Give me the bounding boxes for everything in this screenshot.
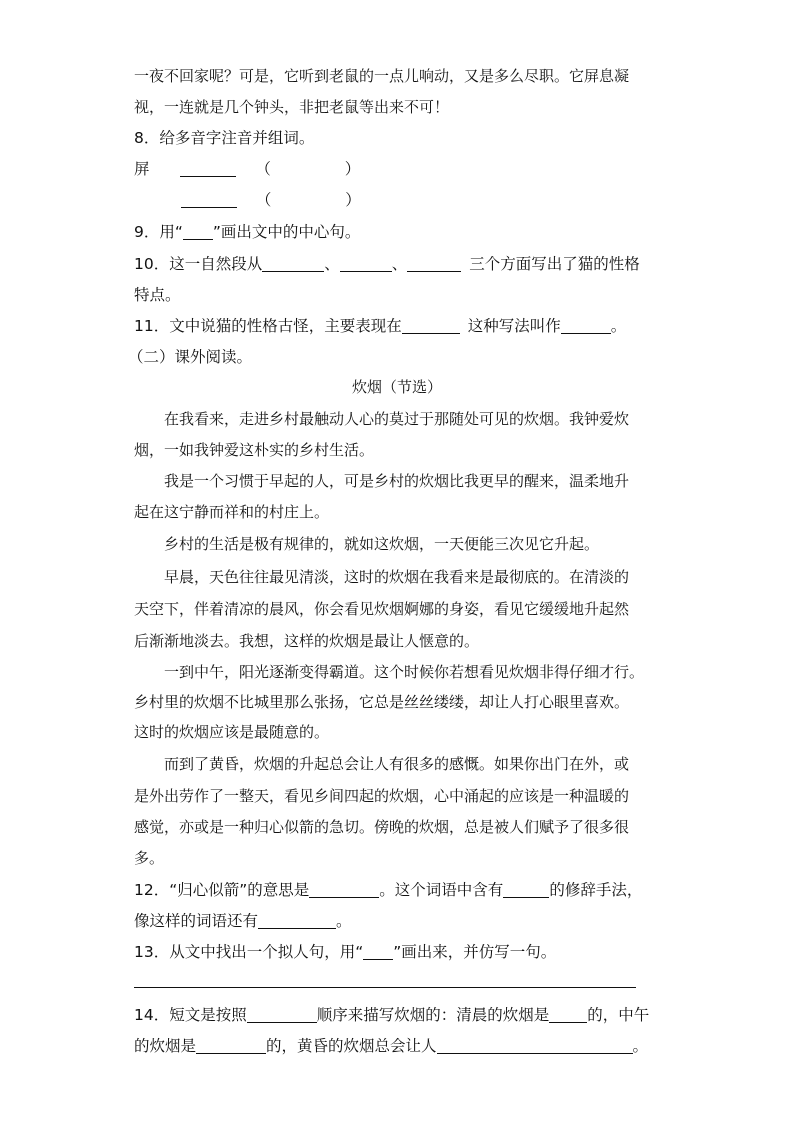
polyphonic-char: 屏: [134, 160, 150, 178]
q13-text-post: ”画出来，并仿写一句。: [393, 943, 557, 961]
answer-blank[interactable]: [503, 881, 549, 898]
section-heading: （二）课外阅读。: [128, 348, 253, 366]
question-14-line-2: [134, 1035, 648, 1057]
passage-title: 炊烟（节选）: [351, 378, 442, 396]
q12-text-line2: 像这样的词语还有: [134, 912, 259, 930]
paragraph-line: 早晨，天色往往最见清淡，这时的炊烟在我看来是最彻底的。在清淡的: [164, 568, 630, 586]
answer-blank[interactable]: [262, 255, 324, 272]
q14-text-pre: 14．短文是按照: [134, 1006, 247, 1024]
q12-text-post: 的修辞手法，: [549, 881, 643, 899]
question-13: [134, 941, 556, 963]
q14-text-line2-post: 。: [632, 1037, 649, 1055]
answer-blank[interactable]: [309, 881, 379, 898]
question-14: [134, 1004, 649, 1026]
paragraph-line: 多。: [134, 849, 165, 867]
question-12-line-2: [134, 910, 352, 932]
q11-text-post: 。: [610, 317, 627, 335]
q9-text-post: ”画出文中的中心句。: [212, 223, 361, 241]
answer-blank[interactable]: [340, 255, 392, 272]
pinyin-blank-1[interactable]: [180, 160, 236, 177]
paragraph-line: 这时的炊烟应该是最随意的。: [134, 723, 330, 741]
q12-text-mid: 。这个词语中含有: [379, 881, 504, 899]
answer-blank[interactable]: [407, 255, 461, 272]
paragraph-line: 后渐渐地淡去。我想，这样的炊烟是最让人惬意的。: [134, 632, 480, 650]
writing-line[interactable]: [134, 987, 636, 988]
q12-text-pre: 12．“归心似箭”的意思是: [134, 881, 310, 899]
passage1-line: 视，一连就是几个钟头，非把老鼠等出来不可！: [134, 98, 450, 116]
paren-close: ）: [345, 191, 361, 209]
q14-text-line2-mid: 的，黄昏的炊烟总会让人: [266, 1037, 437, 1055]
underline-sample: [363, 943, 393, 960]
question-11: [134, 315, 626, 337]
paren-open: （: [255, 191, 272, 209]
paragraph-line: 烟，一如我钟爱这朴实的乡村生活。: [134, 441, 375, 459]
question-12: [134, 879, 642, 901]
paragraph-line: 一到中午，阳光逐渐变得霸道。这个时候你若想看见炊烟非得仔细才行。: [164, 663, 645, 681]
paragraph-line: 乡村的生活是极有规律的，就如这炊烟，一天便能三次见它升起。: [164, 535, 600, 553]
question-8-row-2: [134, 189, 361, 211]
question-8-prompt: 8．给多音字注音并组词。: [134, 129, 315, 147]
underline-sample: [183, 223, 213, 240]
separator: 、: [391, 255, 408, 273]
answer-blank[interactable]: [561, 317, 611, 334]
paragraph-line: 天空下，伴着清凉的晨风，你会看见炊烟婀娜的身姿，看见它缓缓地升起然: [134, 600, 630, 618]
answer-blank[interactable]: [258, 912, 336, 929]
q13-text-pre: 13．从文中找出一个拟人句，用“: [134, 943, 364, 961]
question-9: [134, 221, 360, 243]
q11-text-mid: 这种写法叫作: [467, 317, 561, 335]
paragraph-line: 在我看来，走进乡村最触动人心的莫过于那随处可见的炊烟。我钟爱炊: [164, 410, 630, 428]
question-10-line-2: 特点。: [134, 286, 181, 304]
q14-text-mid1: 顺序来描写炊烟的：清晨的炊烟是: [316, 1006, 550, 1024]
separator: 、: [324, 255, 340, 273]
paren-open: （: [255, 160, 271, 178]
q14-text-line2-pre: 的炊烟是: [134, 1037, 197, 1055]
q11-text-pre: 11．文中说猫的性格古怪，主要表现在: [134, 317, 402, 335]
answer-blank[interactable]: [402, 317, 460, 334]
pinyin-blank-2[interactable]: [181, 191, 237, 208]
q10-text-post: 三个方面写出了猫的性格: [469, 255, 640, 273]
paragraph-line: 而到了黄昏，炊烟的升起总会让人有很多的感慨。如果你出门在外，或: [164, 755, 630, 773]
q9-text-pre: 9．用“: [134, 223, 183, 241]
paragraph-line: 感觉，亦或是一种归心似箭的急切。傍晚的炊烟，总是被人们赋予了很多很: [134, 818, 630, 836]
paragraph-line: 是外出劳作了一整天，看见乡间四起的炊烟，心中涌起的应该是一种温暖的: [134, 787, 630, 805]
paragraph-line: 乡村里的炊烟不比城里那么张扬，它总是丝丝缕缕，却让人打心眼里喜欢。: [134, 693, 630, 711]
paragraph-line: 起在这宁静而祥和的村庄上。: [134, 503, 330, 521]
q10-text-pre: 10．这一自然段从: [134, 255, 263, 273]
passage1-line: 一夜不回家呢？可是，它听到老鼠的一点儿响动，又是多么尽职。它屏息凝: [134, 67, 630, 85]
q14-text-mid2: 的，中午: [587, 1006, 650, 1024]
paren-close: ）: [344, 160, 361, 178]
answer-blank[interactable]: [549, 1006, 587, 1023]
answer-blank[interactable]: [437, 1037, 633, 1054]
answer-blank[interactable]: [196, 1037, 266, 1054]
paragraph-line: 我是一个习惯于早起的人，可是乡村的炊烟比我更早的醒来，温柔地升: [164, 472, 630, 490]
question-10: [134, 253, 640, 275]
answer-blank[interactable]: [247, 1006, 317, 1023]
question-8-row-1: [134, 158, 360, 180]
q12-text-line2-post: 。: [336, 912, 352, 930]
